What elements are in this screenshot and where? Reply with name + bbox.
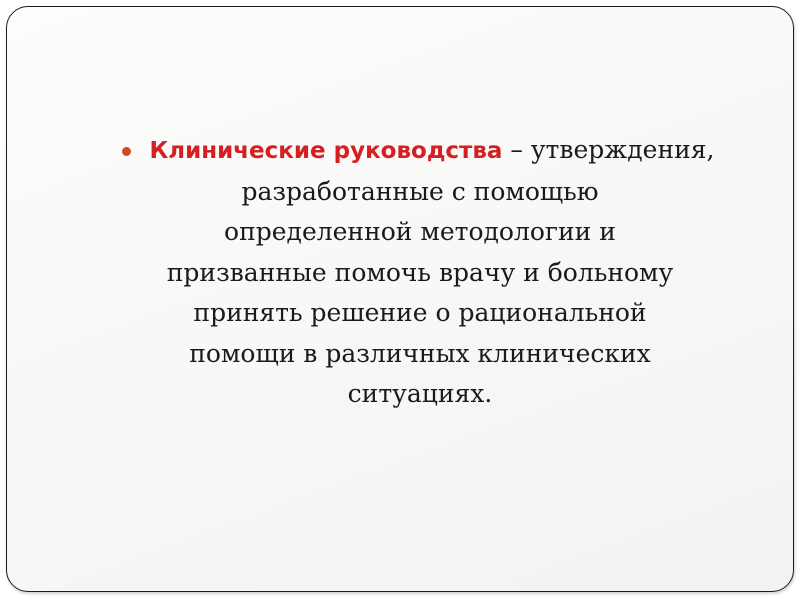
definition-paragraph (120, 130, 720, 415)
definition-line-7: ситуациях. (347, 379, 493, 408)
round-bullet-icon (122, 147, 131, 156)
definition-line-2: разработанные с помощью (241, 176, 599, 206)
term-heading: Клинические руководства (149, 138, 503, 164)
definition-line-4: призванные помочь врачу и больному (166, 257, 674, 287)
definition-line-1 (120, 130, 720, 172)
definition-text: – утверждения, (502, 135, 715, 164)
definition-line-6: помощи в различных клинических (189, 338, 651, 368)
definition-line-5: принять решение о рациональной (193, 298, 647, 327)
definition-line-3: определенной методологии и (224, 217, 616, 246)
